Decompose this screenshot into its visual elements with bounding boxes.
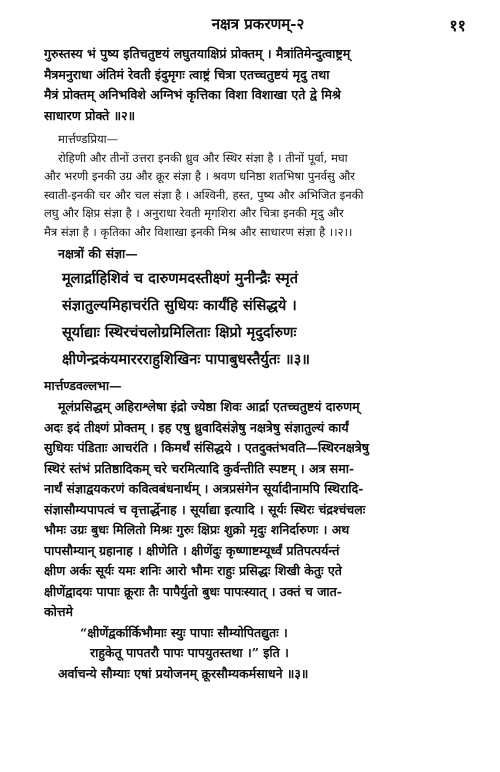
text-line: भौमः उग्रः बुधः मिलितो मिश्रः गुरुः क्षिप्रः शुक्रो मृदुः शनिर्दारुणः । अथ xyxy=(44,522,350,537)
text-line: अर्वाचन्ये सौम्याः एषां प्रयोजनम् क्रूरसौम्यकर्मसाधने ॥३॥ xyxy=(58,665,309,681)
verse-block xyxy=(44,265,472,373)
text-line: कोत्तमे xyxy=(44,604,73,619)
text-line: रोहिणी और तीनों उत्तरा इनकी ध्रुव और स्थिर संज्ञा है । तीनों पूर्वा, मघा xyxy=(58,150,348,165)
text-line: मैत्रमनुराधा अंतिमं रेवती इंदुमृगः त्वाष्ट्रं चित्रा एतच्चतुष्टयं मृदु तथा xyxy=(44,66,330,82)
text-line: अदः इदं तीक्ष्णं प्रोक्तम् । इह एषु ध्रुवादिसंज्ञेषु नक्षत्रेषु संज्ञातुल्यं कार्यं xyxy=(44,419,349,435)
text-line: गुरुस्तस्य भं पुष्य इतिचतुष्टयं लघुतयाक्षिप्रं प्रोक्तम् । मैत्रांतिमेन्दुत्वाष्ट्रम् xyxy=(44,46,351,61)
text-line: नार्थं संज्ञाद्वयकरणं कवित्वबंधनार्थम् । अत्रप्रसंगेन सूर्यादीनामपि स्थिरादि- xyxy=(44,481,364,496)
verse-line: मूलार्द्राहिशिवं च दारुणमदस्तीक्ष्णं मुनीन्द्रैः स्मृतं xyxy=(62,270,298,287)
section-heading: नक्षत्रों की संज्ञा— xyxy=(58,246,138,261)
text-line: क्षीणेंद्वादयः पापाः क्रूराः तैः पापैर्युतो बुधः पापःस्यात् । उक्तं च जात- xyxy=(44,583,342,599)
marttand-vallabha-commentary xyxy=(44,397,472,623)
quoted-verse xyxy=(44,623,472,664)
text-line: मैत्र संज्ञा है । कृतिका और विशाखा इनकी मिश्र और साधारण संज्ञा है ।।२।। xyxy=(44,224,353,239)
page-header xyxy=(44,14,472,44)
text-line: स्वाती-इनकी चर और चल संज्ञा है । अश्विनी, हस्त, पुष्य और अभिजित इनकी xyxy=(44,187,364,202)
verse-line: सूर्याद्याः स्थिरचंचलोग्रमिलिताः क्षिप्रो मृदुर्दारुणः xyxy=(62,324,297,341)
chapter-title: नक्षत्र प्रकरणम्-२ xyxy=(211,15,305,33)
text-line: और भरणी इनकी उग्र और क्रूर संज्ञा है । श्रवण धनिष्ठा शतभिषा पुनर्वसु और xyxy=(44,169,355,183)
page-number: ११ xyxy=(449,16,466,35)
text-line: सुधियः पंडिताः आचरंति । किमर्थं संसिद्धये । एतदुक्तंभवति—स्थिरनक्षत्रेषु xyxy=(44,440,369,455)
marttand-priya-commentary xyxy=(44,149,472,242)
text-line: क्षीण अर्कः सूर्यः यमः शनिः आरो भौमः राहुः प्रसिद्धः शिखी केतुः एते xyxy=(44,563,342,578)
text-line: मूलंप्रसिद्धम् अहिराश्लेषा इंद्रो ज्येष्ठा शिवः आर्द्रा एतच्चतुष्टयं दारुणम् xyxy=(58,399,360,414)
quote-line: “क्षीणेंद्वर्कार्किभौमाः स्युः पापाः सौम्योपितद्युतः । xyxy=(80,624,288,640)
text-line: पापसौम्यान् ग्रहानाह । क्षीणेति । क्षीणेंदुः कृष्णाष्टम्यूर्ध्वं प्रतिपत्पर्यन्तं xyxy=(44,542,340,558)
text-line: संज्ञासौम्यपापत्वं च वृत्तार्द्धेनाह । सूर्याद्या इत्यादि । सूर्यः स्थिरः चंद्रश्चंचलः xyxy=(44,501,366,517)
text-line: स्थिरं स्तंभं प्रतिष्ठादिकम् चरे चरमित्यादि कुर्वन्तीति स्पष्टम् । अत्र समा- xyxy=(44,460,355,476)
text-line: लघु और क्षिप्र संज्ञा है । अनुराधा रेवती मृगशिरा और चित्रा इनकी मृदु और xyxy=(44,206,344,220)
quote-line: राहुकेतू पापतरौ पापः पापयुतस्तथा ।” इति । xyxy=(90,645,289,660)
text-line: साधारण प्रोक्ते ॥२॥ xyxy=(44,107,136,123)
marttand-priya-label: मार्त्तण्डप्रिया— xyxy=(58,132,119,146)
text-line: मैत्रं प्रोक्तम् अनिभविशे अग्निभं कृत्तिका विशा विशाखा एते द्वे मिश्रे xyxy=(44,87,341,102)
intro-paragraph xyxy=(44,44,472,126)
verse-line: क्षीणेन्द्रकंयमाररराहुशिखिनः पापाबुधस्तैर्युतः ॥३॥ xyxy=(62,351,310,368)
marttand-vallabha-label: मार्त्तण्डवल्लभा— xyxy=(44,378,122,393)
closing-line xyxy=(44,664,472,685)
verse-line: संज्ञातुल्यमिहाचरंति सुधियः कार्यंहि संसिद्धये । xyxy=(62,297,297,314)
